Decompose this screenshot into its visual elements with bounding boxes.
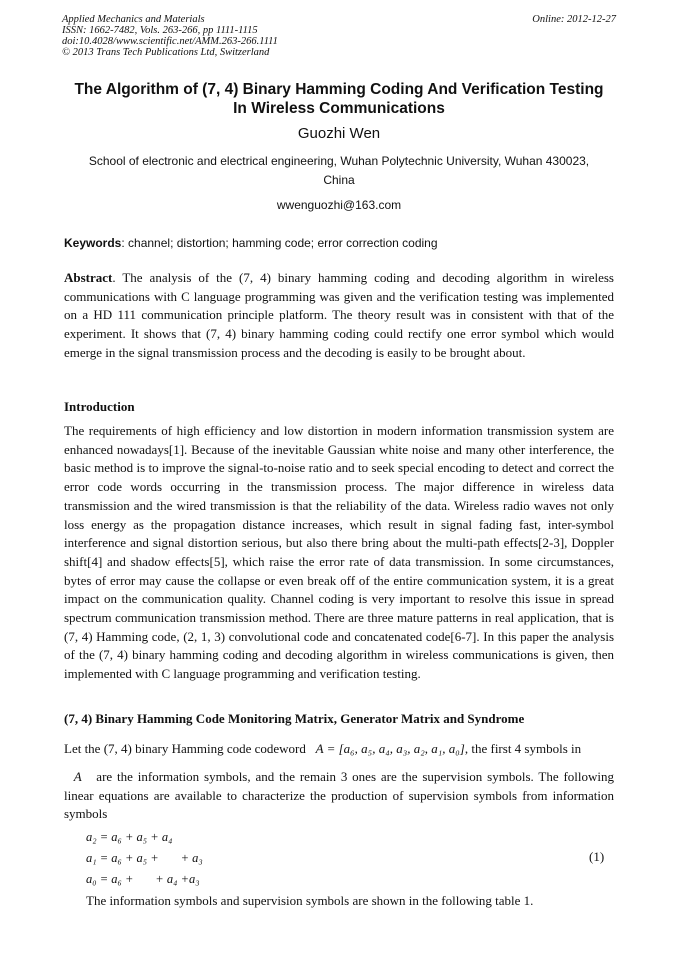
abstract-text: . The analysis of the (7, 4) binary hamming coding and decoding algorithm in wireless communications with C language programming was given and the verification testing was implemented on a HD 111 communication principle platform. The theory result was in consistent with that of the experiment. It shows that (7, 4) binary hamming coding could rectify one error symbol which would emerge in the signal transmission process and the decoding is easily to be brought about.	[64, 270, 614, 360]
introduction-heading: Introduction	[64, 399, 135, 414]
abstract-label: Abstract	[64, 270, 113, 285]
codeword-expression: A = [a₆, a₅, a₄, a₃, a₂, a₁, a₀]	[315, 741, 465, 756]
journal-header	[62, 14, 616, 58]
author-email: wwenguozhi@163.com	[276, 198, 402, 212]
codeword-suffix: , the first 4 symbols in	[464, 741, 582, 756]
equation-a0: a₀ = a₆ + + a₄ +a₃	[86, 872, 200, 886]
affiliation-line-2: China	[323, 173, 355, 187]
table-intro-text: The information symbols and supervision symbols are shown in the following table 1.	[86, 893, 534, 908]
online-date: Online: 2012-12-27	[532, 14, 616, 25]
supervision-text: are the information symbols, and the remain 3 ones are the supervision symbols. The following linear equations are available to characterize the production of supervision symbols from information symbols	[64, 769, 615, 822]
abstract	[64, 269, 614, 363]
introduction-text: The requirements of high efficiency and low distortion in modern information transmission system are enhanced nowadays[1]. Because of the inevitable Gaussian white noise and many other interference, the basic method is to improve the signal-to-noise ratio and to seek special encoding to detect and correct the error code words occurring in the transmission process. The major difference in wireless data transmission and the wired transmission is that the reliability of the data. Wireless radio waves not only loss energy as the propagation distance increases, which result in signal fading fast, inter-symbol interference and signal distortion serious, but also there bring about the multi-path effects[2-3], Doppler shift[4] and shadow effects[5], which raise the error rate of data transmission. In some circumstances, bytes of error may cause the collapse or even break off of the entire communication system, it is a great impact on the communication quality. Channel coding is very important to resolve this issue in spread spectrum communication transmission method. There are three mature patterns in real application, that is (7, 4) Hamming code, (2, 1, 3) convolutional code and concatenated code[6-7]. In this paper the analysis of the (7, 4) binary hamming coding and decoding algorithm in wireless communications is given, then implemented with C language programming and verification testing.	[64, 423, 614, 682]
paper-title	[40, 80, 638, 118]
keywords-label: Keywords	[64, 236, 122, 250]
keywords-text: : channel; distortion; hamming code; error correction coding	[121, 236, 438, 250]
title-line-2: In Wireless Communications	[233, 100, 445, 117]
affiliation	[70, 152, 608, 190]
equation-a1: a₁ = a₆ + a₅ + + a₃	[86, 851, 203, 865]
equation-a2: a₂ = a₆ + a₅ + a₄	[86, 830, 173, 844]
copyright-line: © 2013 Trans Tech Publications Ltd, Switzerland	[62, 47, 270, 58]
doi-line: doi:10.4028/www.scientific.net/AMM.263-266.1111	[62, 36, 278, 47]
supervision-paragraph	[64, 768, 614, 824]
title-line-1: The Algorithm of (7, 4) Binary Hamming Coding And Verification Testing	[74, 81, 604, 98]
author-name: Guozhi Wen	[297, 125, 381, 142]
codeword-line	[64, 740, 616, 758]
issn-line: ISSN: 1662-7482, Vols. 263-266, pp 1111-1115	[62, 25, 258, 36]
section-heading-hamming: (7, 4) Binary Hamming Code Monitoring Matrix, Generator Matrix and Syndrome	[64, 711, 525, 726]
equation-number: (1)	[589, 849, 605, 864]
keywords	[64, 235, 616, 251]
codeword-prefix: Let the (7, 4) binary Hamming code codeword	[64, 741, 306, 756]
journal-name: Applied Mechanics and Materials	[62, 14, 205, 25]
affiliation-line-1: School of electronic and electrical engineering, Wuhan Polytechnic University, Wuhan 430023,	[88, 154, 590, 168]
codeword-variable: A	[73, 769, 82, 784]
